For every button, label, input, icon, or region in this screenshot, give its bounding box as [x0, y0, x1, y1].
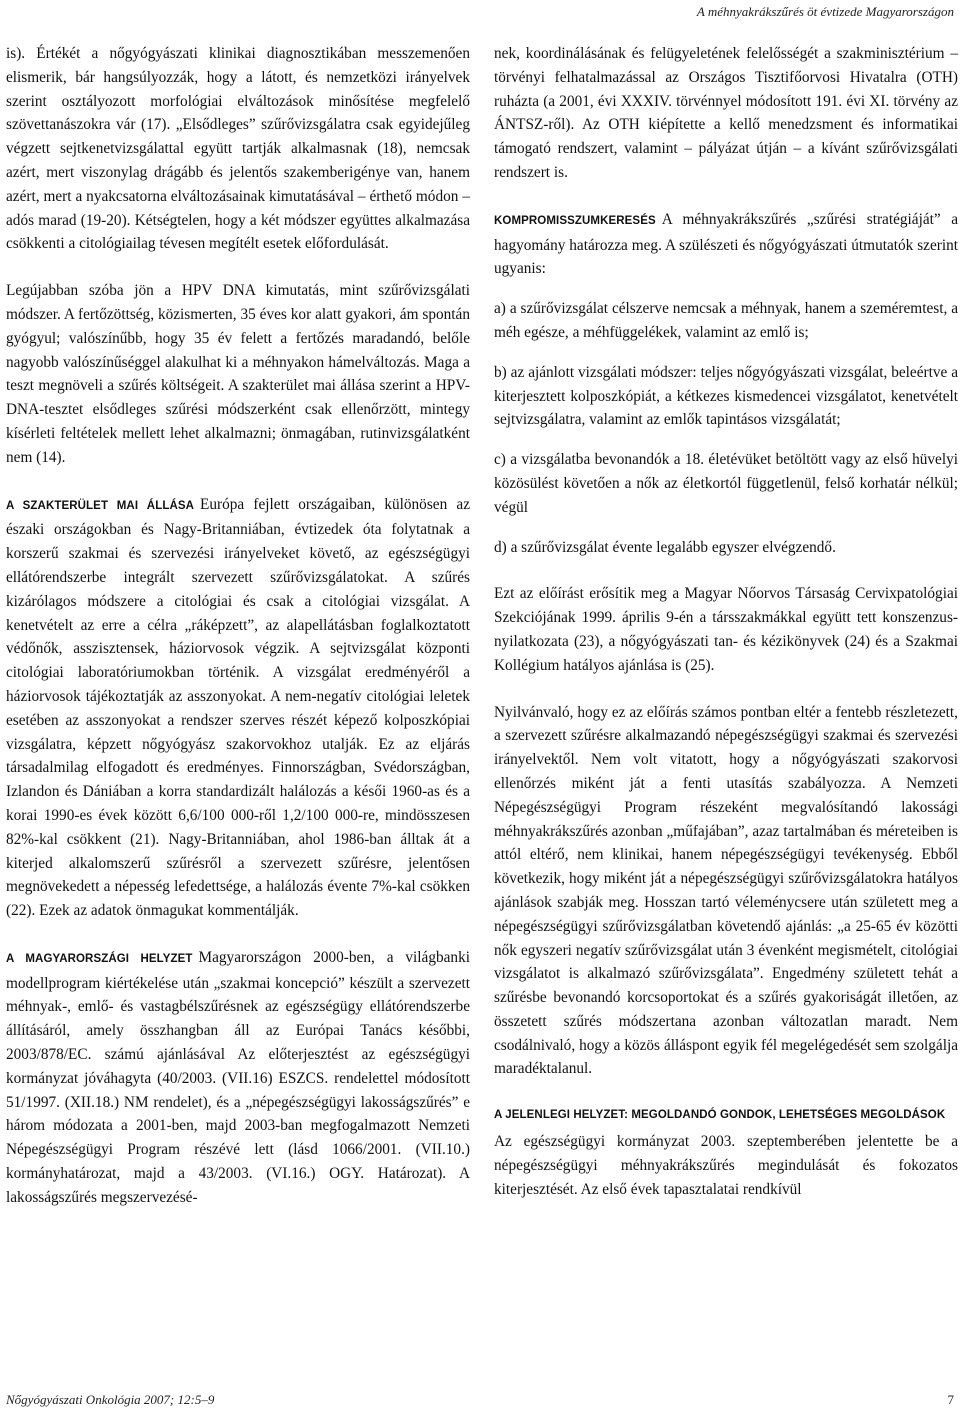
list-item: a) a szűrővizsgálat célszerve nemcsak a méhnyak, hanem a szeméremtest, a méh egésze, a méhfüggelékek, valamint az emlő is;: [494, 300, 958, 341]
right-column: [494, 42, 958, 1201]
section-text: Az egészségügyi kormányzat 2003. szeptemberében jelentette be a népegészségügyi méhnyakrákszűrés megindulását és fokozatos kiterjesztését. Az első évek tapasztalatai rendkívül: [494, 1133, 958, 1198]
left-column: [6, 42, 470, 1210]
page-number: 7: [947, 1392, 954, 1407]
journal-citation: Nőgyógyászati Onkológia 2007; 12:5–9: [6, 1392, 215, 1407]
section-heading: A MAGYARORSZÁGI HELYZET: [6, 952, 193, 965]
section-text: Magyarországon 2000-ben, a világbanki modellprogram kiértékelése után „szakmai koncepció” készült a szervezett méhnyak-, emlő- és vastagbélszűrésnek az egészségügy ellátórendszerbe állításáról, amely összhangban áll az Európai Tanács későbbi, 2003/878/EC. számú ajánlásával Az előterjesztést az egészségügyi kormányzat jóváhagyta (40/2003. (VII.16) ESZCS. rendelettel módosított 51/1997. (XII.18.) NM rendelet), és a „népegészségügyi lakosságszűrés” e három módozata a 2001-ben, majd 2003-ban megfogalmazott Nemzeti Népegészségügyi Program részévé lett (lásd 1066/2001. (VII.10.) kormányhatározat, majd a 43/2003. (VI.16.) OGY. Határozat). A lakosságszűrés megszervezésé-: [6, 948, 470, 1206]
paragraph: Legújabban szóba jön a HPV DNA kimutatás, mint szűrővizsgálati módszer. A fertőzöttség, közismerten, 35 éves kor alatt gyakori, ám spontán gyógyul; valószínűbb, hogy 35 év felett a fertőzés maradandó, belőle nagyobb valószínűséggel alakulhat ki a méhnyakon hámelváltozás. Maga a teszt megnöveli a szűrés költségeit. A szakterület mai állása szerint a HPV-DNA-tesztet elsődleges szűrési módszerként csak ellenőrzött, mintegy kísérleti feltételek mellett lehet alkalmazni; önmagában, rutinvizsgálatként nem (14).: [6, 282, 470, 466]
section-heading: A JELENLEGI HELYZET: MEGOLDANDÓ GONDOK, LEHETSÉGES MEGOLDÁSOK: [494, 1109, 946, 1122]
paragraph: Ezt az előírást erősítik meg a Magyar Nőorvos Társaság Cervixpatológiai Szekciójának 1999. április 9-én a társszakmákkal együtt tett konszenzus-nyilatkozata (23), a nőgyógyászati tan- és kézikönyvek (24) és a Szakmai Kollégium hatályos ajánlása is (25).: [494, 585, 958, 674]
list-item: d) a szűrővizsgálat évente legalább egyszer elvégzendő.: [494, 538, 836, 556]
section-text: Európa fejlett országaiban, különösen az északi országokban és Nagy-Britanniában, évtizedek óta folytatnak a korszerű szakmai és szervezési irányelveket követő, az egészségügyi ellátórendszerbe integrált szervezett szűrővizsgálatokat. A szűrés kizárólagos módszere a citológiai és csak a citológiai vizsgálat. A kenetvételt az erre a célra „ráképzett”, az alapellátásban foglalkoztatott védőnők, asszisztensek, háziorvosok végzik. A sejtvizsgálat központi citológiai laboratóriumokban történik. A vizsgálat eredményéről a háziorvosok tájékoztatják az asszonyokat. A nem-negatív citológiai leletek esetében az asszonyokat a rendszer szerves részét képező kolposzkópiai vizsgálatra, képzett nőgyógyász szakorvokhoz utalják. Ez az eljárás társadalmilag elfogadott és eredményes. Finnországban, Svédországban, Izlandon és Dániában a korra standardizált halálozás a késői 1960-as és a korai 1990-es évek között 6,6/100 000-ről 1,2/100 000-re, mindösszesen 82%-kal csökkent (21). Nagy-Britanniában, ahol 1986-ban álltak át a kiterjed alkalomszerű szűrésről a szervezett szűrésre, jelentősen megnövekedett a népesség lefedettsége, a halálozás évente 7%-kal csökken (22). Ezek az adatok önmagukat kommentálják.: [6, 495, 470, 920]
section-the-field-today: [6, 493, 470, 923]
list-item: b) az ajánlott vizsgálati módszer: teljes nőgyógyászati vizsgálat, beleértve a kiterjesztett kolposzkópiát, a kétkezes kismedencei vizsgálatot, kenetvételt sejtvizsgálatra, valamint az emlők tapintásos vizsgálatát;: [494, 363, 958, 429]
section-heading: KOMPROMISSZUMKERESÉS: [494, 214, 656, 227]
paragraph: nek, koordinálásának és felügyeletének felelősségét a szakminisztérium – törvényi felhatalmazással az Országos Tisztifőorvosi Hivatalra (OTH) ruházta (a 2001, évi XXXIV. törvénnyel módosított 191. évi XI. törvény az ÁNTSZ-ről). Az OTH kiépítette a kellő menedzsment és informatikai támogató rendszert, valamint – pályázat útján – a kívánt szűrővizsgálati rendszert is.: [494, 45, 958, 181]
section-current-situation: [494, 1104, 958, 1201]
running-header: A méhnyakrákszűrés öt évtizede Magyarországon: [696, 4, 954, 19]
section-text: A méhnyakrákszűrés „szűrési stratégiáját” a hagyomány határozza meg. A szülészeti és nőgyógyászati útmutatók szerint ugyanis:: [494, 210, 958, 278]
list-item: c) a vizsgálatba bevonandók a 18. életévüket betöltött vagy az első hüvelyi közösülést követően a nők az életkortól függetlenül, felső korhatár nélkül; végül: [494, 451, 958, 516]
page-footer: [6, 1392, 954, 1408]
section-compromise: [494, 208, 958, 281]
section-heading: A SZAKTERÜLET MAI ÁLLÁSA: [6, 499, 195, 512]
section-hungarian-situation: [6, 946, 470, 1210]
paragraph: is). Értékét a nőgyógyászati klinikai diagnosztikában messzemenően elismerik, bár hangsúlyozzák, hogy a látott, és nemzetközi irányelvek szerint osztályozott morfológiai elváltozások minősítése megfelelő szövettanászokra vár (17). „Elsődleges” szűrővizsgálatra csak egyidejűleg végzett sejtkenetvizsgálattal együtt tartják alkalmasnak (18), nemcsak azért, mert viszonylag drágább és jelentős szakemberigénye van, hanem azért, mert a nyakcsatorna elváltozásainak kimutatásával – érthető módon – adós marad (19-20). Kétségtelen, hogy a két módszer együttes alkalmazása csökkenti a citológiailag tévesen megítélt esetek előfordulását.: [6, 45, 470, 253]
paragraph: Nyilvánvaló, hogy ez az előírás számos pontban eltér a fentebb részletezett, a szervezett szűrésre alkalmazandó népegészségügyi szakmai és szervezési irányelvektől. Nem volt vitatott, hogy a nőgyógyászati szakorvosi ellenőrzés miként ját a fenti utasítás szabályozza. A Nemzeti Népegészségügyi Program részeként megvalósítandó lakossági méhnyakrákszűrés azonban „műfajában”, azaz tartalmában és méreteiben is attól eltérő, nem klinikai, hanem népegészségügyi tevékenység. Ebből következik, hogy miként ját a népegészségügyi szűrővizsgálatokra hatályos ajánlások szabják meg. Hosszan tartó véleménycsere után született meg a népegészségügyi szűrővizsgálatban követendő ajánlás: „a 25-65 év közötti nők egyszeri negatív szűrővizsgálat után 3 évenként megismételt, citológiai vizsgálatot is alkalmazó szűrővizsgálata”. Engedmény született tehát a szűrésbe bevonandó korcsoportokat és a szűrés gyakoriságát illetően, az összetett szűrés módszertana azonban változatlan maradt. Nem csodálnivaló, hogy a közös álláspont egyik fél megelégedését sem szolgálja maradéktalanul.: [494, 703, 958, 1078]
